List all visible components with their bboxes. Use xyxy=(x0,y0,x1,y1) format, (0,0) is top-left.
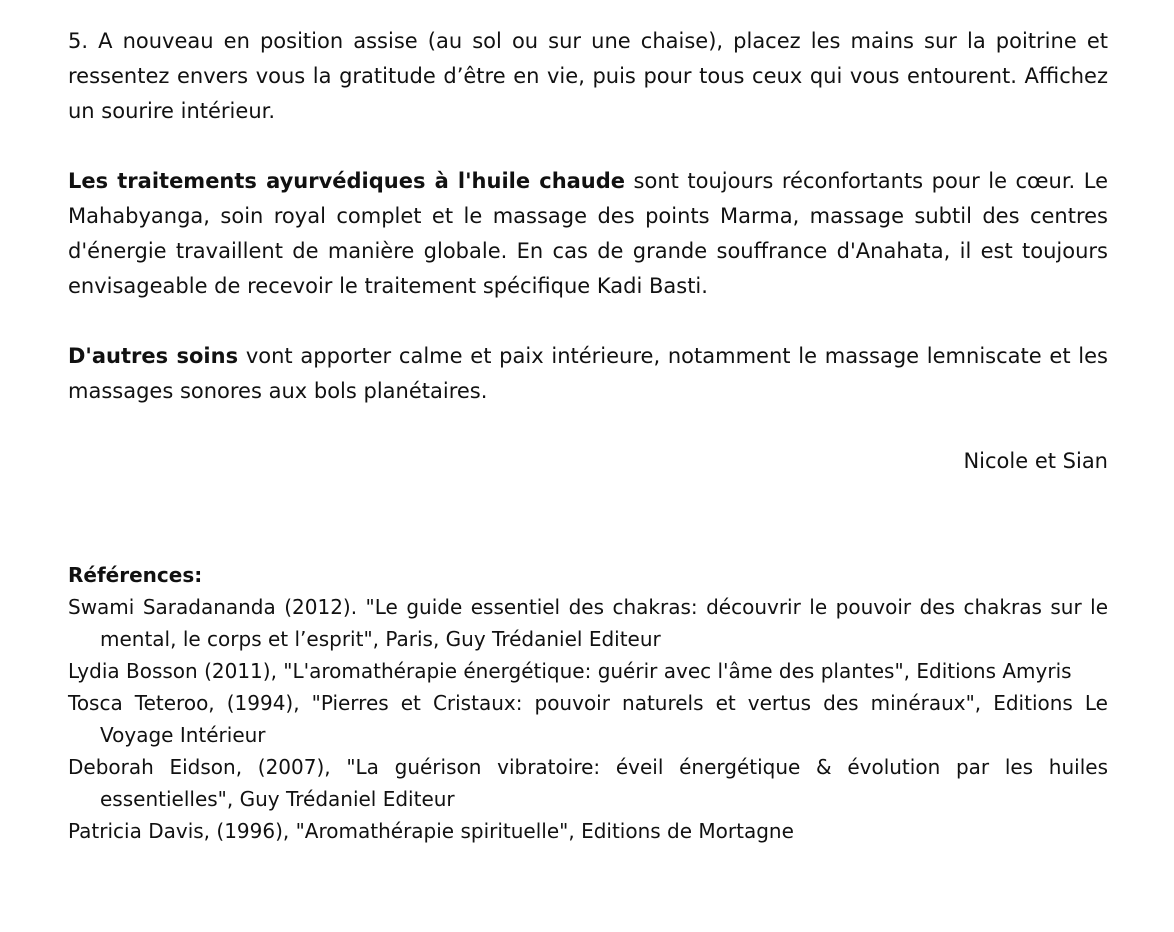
document-page xyxy=(68,24,1108,847)
ayurveda-lead: Les traitements ayurvédiques à l'huile chaude xyxy=(68,169,626,193)
soins-text: vont apporter calme et paix intérieure, notamment le massage lemniscate et les massages sonores aux bols planétaires. xyxy=(68,344,1108,403)
reference-item: Tosca Teteroo, (1994), "Pierres et Cristaux: pouvoir naturels et vertus des minéraux", Editions Le Voyage Intérieur xyxy=(68,691,1108,747)
paragraph-other-soins xyxy=(68,339,1108,409)
reference-item: Lydia Bosson (2011), "L'aromathérapie énergétique: guérir avec l'âme des plantes", Editions Amyris xyxy=(68,659,1072,683)
paragraph-step-5: 5. A nouveau en position assise (au sol ou sur une chaise), placez les mains sur la poitrine et ressentez envers vous la gratitude d’être en vie, puis pour tous ceux qui vous entourent. Affichez un sourire intérieur. xyxy=(68,29,1108,123)
soins-lead: D'autres soins xyxy=(68,344,239,368)
reference-item: Deborah Eidson, (2007), "La guérison vibratoire: éveil énergétique & évolution par les huiles essentielles", Guy Trédaniel Editeur xyxy=(68,755,1108,811)
reference-item: Patricia Davis, (1996), "Aromathérapie spirituelle", Editions de Mortagne xyxy=(68,819,794,843)
reference-item: Swami Saradananda (2012). "Le guide essentiel des chakras: découvrir le pouvoir des chakras sur le mental, le corps et l’esprit", Paris, Guy Trédaniel Editeur xyxy=(68,595,1108,651)
references-title: Références: xyxy=(68,563,203,587)
signature: Nicole et Sian xyxy=(963,449,1108,473)
ayurveda-text: sont toujours réconfortants pour le cœur. Le Mahabyanga, soin royal complet et le massage des points Marma, massage subtil des centres d'énergie travaillent de manière globale. En cas de grande souffrance d'Anahata, il est toujours envisageable de recevoir le traitement spécifique Kadi Basti. xyxy=(68,169,1108,298)
references-section xyxy=(68,559,1108,847)
paragraph-ayurveda xyxy=(68,164,1108,304)
references-list xyxy=(68,591,1108,847)
